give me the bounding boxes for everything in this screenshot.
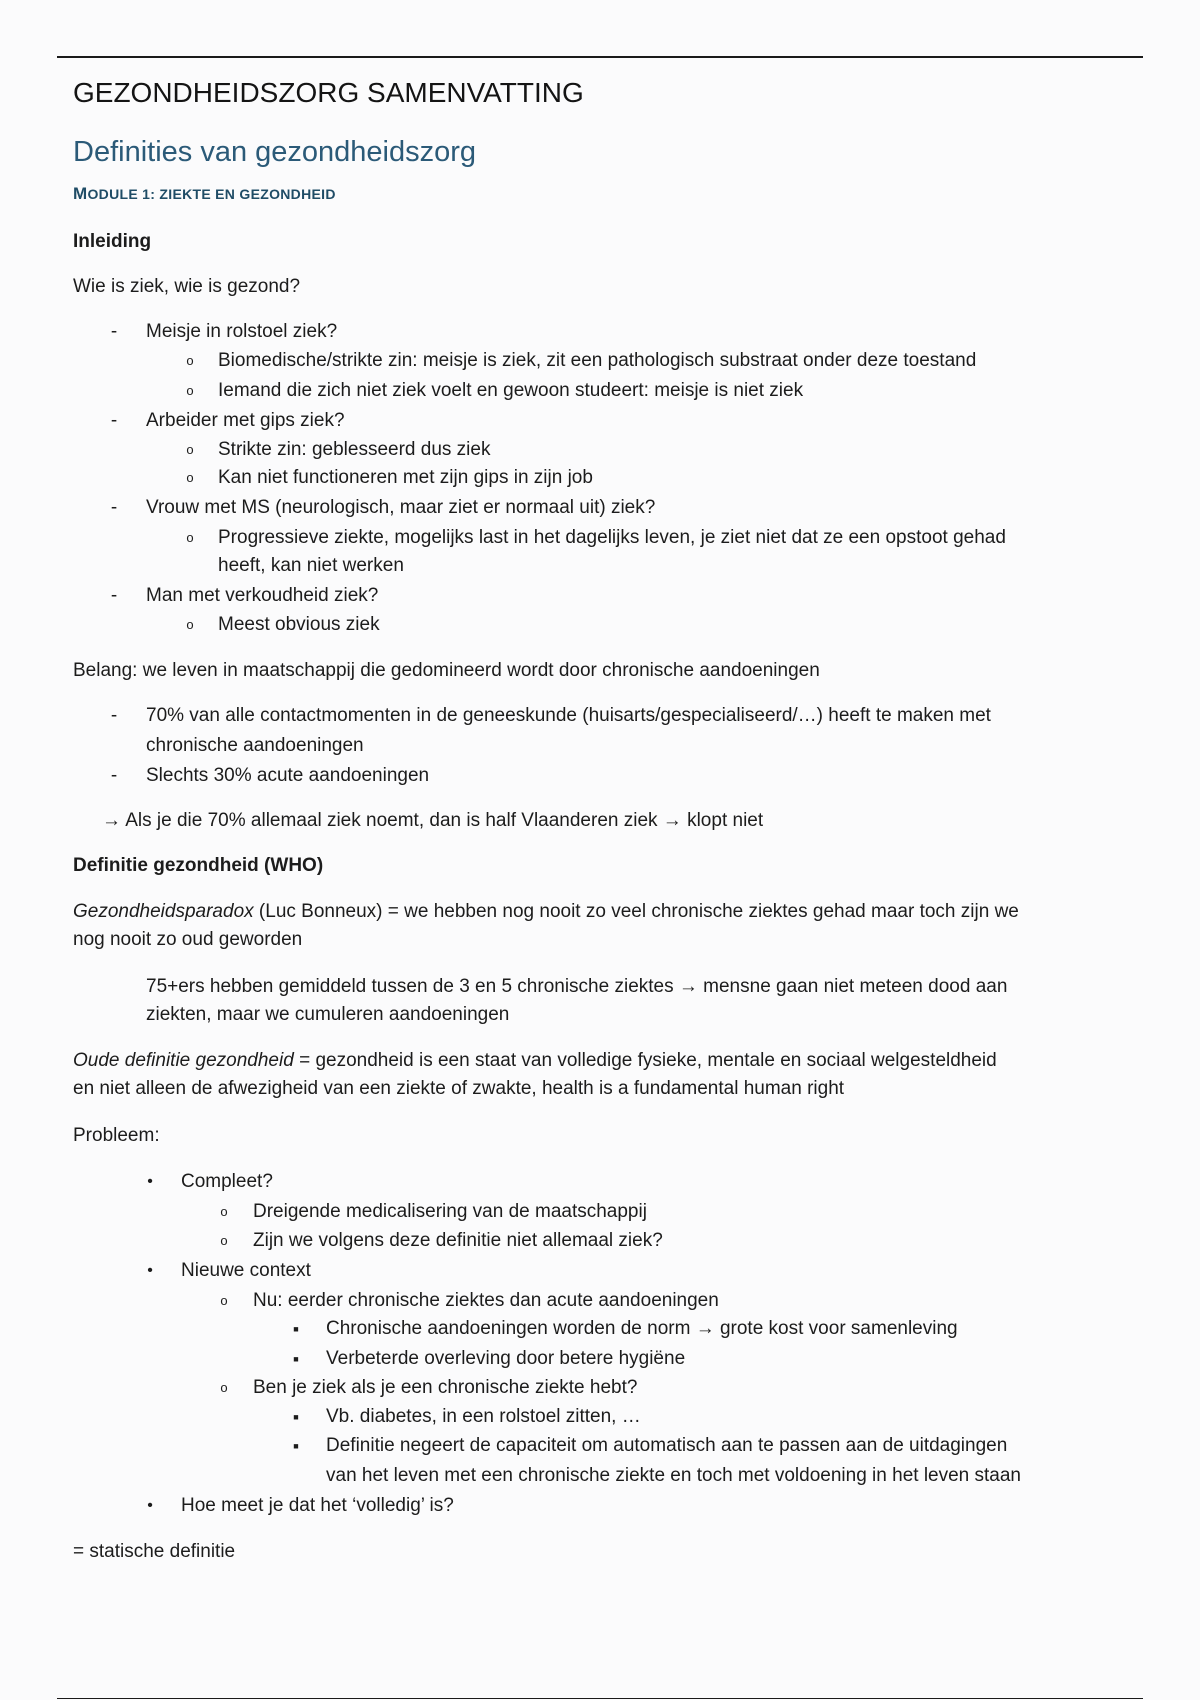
list-item: Nu: eerder chronische ziektes dan acute aandoeningen [253,1290,719,1311]
paragraph-paradox [73,900,1019,924]
heading-definities: Definities van gezondheidszorg [73,136,477,168]
list-item: Strikte zin: geblesseerd dus ziek [218,439,491,460]
list-item: Meest obvious ziek [218,614,380,635]
list-item: 70% van alle contactmomenten in de geneeskunde (huisarts/gespecialiseerd/…) heeft te maken met [146,705,991,726]
list-item: Definitie negeert de capaciteit om automatisch aan te passen aan de uitdagingen [326,1435,1008,1456]
square-marker: ■ [293,1441,299,1451]
list-item: Vrouw met MS (neurologisch, maar ziet er normaal uit) ziek? [146,497,656,518]
list-item: Ben je ziek als je een chronische ziekte hebt? [253,1377,638,1398]
bullet-marker: • [147,1262,153,1279]
paragraph: Belang: we leven in maatschappij die gedomineerd wordt door chronische aandoeningen [73,660,820,681]
circle-marker: o [186,353,194,368]
list-item-continuation: heeft, kan niet werken [218,555,404,576]
document-title: GEZONDHEIDSZORG SAMENVATTING [73,77,584,108]
list-item: Meisje in rolstoel ziek? [146,321,338,342]
circle-marker: o [186,617,194,632]
indented-quote: 75+ers hebben gemiddeld tussen de 3 en 5 chronische ziektes → mensne gaan niet meteen dood aan [146,976,1008,997]
bullet-marker: • [147,1497,153,1514]
dash-marker: - [110,497,118,518]
list-item: Dreigende medicalisering van de maatschappij [253,1201,647,1222]
square-marker: ■ [293,1354,299,1364]
paragraph-conclusion: = statische definitie [73,1541,236,1562]
list-item: Verbeterde overleving door betere hygiëne [326,1348,686,1369]
paragraph-probleem: Probleem: [73,1125,160,1146]
list-item: Man met verkoudheid ziek? [146,585,379,606]
dash-marker: - [110,410,118,431]
paragraph-continuation: en niet alleen de afwezigheid van een ziekte of zwakte, health is a fundamental human right [73,1078,845,1099]
dash-marker: - [110,321,118,342]
list-item: Chronische aandoeningen worden de norm → grote kost voor samenleving [326,1318,958,1339]
heading-inleiding: Inleiding [73,231,152,252]
circle-marker: o [186,530,194,545]
dash-marker: - [110,765,118,786]
indented-quote-continuation: ziekten, maar we cumuleren aandoeningen [146,1004,510,1025]
list-item: Progressieve ziekte, mogelijks last in het dagelijks leven, je ziet niet dat ze een opstoot gehad [218,527,1006,548]
module-heading-rest: ODULE 1: ZIEKTE EN GEZONDHEID [87,186,336,202]
circle-marker: o [220,1380,228,1395]
oude-definitie-text: = gezondheid is een staat van volledige fysieke, mentale en sociaal welgesteldheid [293,1050,997,1071]
circle-marker: o [186,470,194,485]
square-marker: ■ [293,1324,299,1334]
list-item: Nieuwe context [181,1260,311,1281]
circle-marker: o [186,442,194,457]
list-item: Slechts 30% acute aandoeningen [146,765,430,786]
module-heading [73,183,336,205]
list-item-continuation: van het leven met een chronische ziekte en toch met voldoening in het leven staan [326,1465,1021,1486]
list-item: Compleet? [181,1171,273,1192]
list-item: Biomedische/strikte zin: meisje is ziek, zit een pathologisch substraat onder deze toestand [218,350,977,371]
dash-marker: - [110,585,118,606]
term-gezondheidsparadox: Gezondheidsparadox [73,901,254,922]
heading-definitie-who: Definitie gezondheid (WHO) [73,855,324,876]
term-oude-definitie: Oude definitie gezondheid [73,1050,294,1071]
dash-marker: - [110,705,118,726]
list-item: Arbeider met gips ziek? [146,410,345,431]
top-rule [57,56,1143,58]
circle-marker: o [186,383,194,398]
list-item: Hoe meet je dat het ‘volledig’ is? [181,1495,454,1516]
list-item: Vb. diabetes, in een rolstoel zitten, … [326,1406,641,1427]
paragraph: Wie is ziek, wie is gezond? [73,276,301,297]
circle-marker: o [220,1293,228,1308]
square-marker: ■ [293,1412,299,1422]
paradox-text: (Luc Bonneux) = we hebben nog nooit zo veel chronische ziektes gehad maar toch zijn we [253,901,1019,922]
paragraph-oude-definitie [73,1049,997,1073]
arrow-conclusion: → Als je die 70% allemaal ziek noemt, dan is half Vlaanderen ziek → klopt niet [102,810,764,831]
list-item: Zijn we volgens deze definitie niet allemaal ziek? [253,1230,663,1251]
list-item-continuation: chronische aandoeningen [146,735,364,756]
module-heading-lead: M [73,184,88,203]
circle-marker: o [220,1233,228,1248]
circle-marker: o [220,1204,228,1219]
bullet-marker: • [147,1173,153,1190]
bottom-rule [57,1698,1143,1699]
list-item: Iemand die zich niet ziek voelt en gewoon studeert: meisje is niet ziek [218,380,804,401]
paragraph-continuation: nog nooit zo oud geworden [73,929,303,950]
list-item: Kan niet functioneren met zijn gips in zijn job [218,467,593,488]
